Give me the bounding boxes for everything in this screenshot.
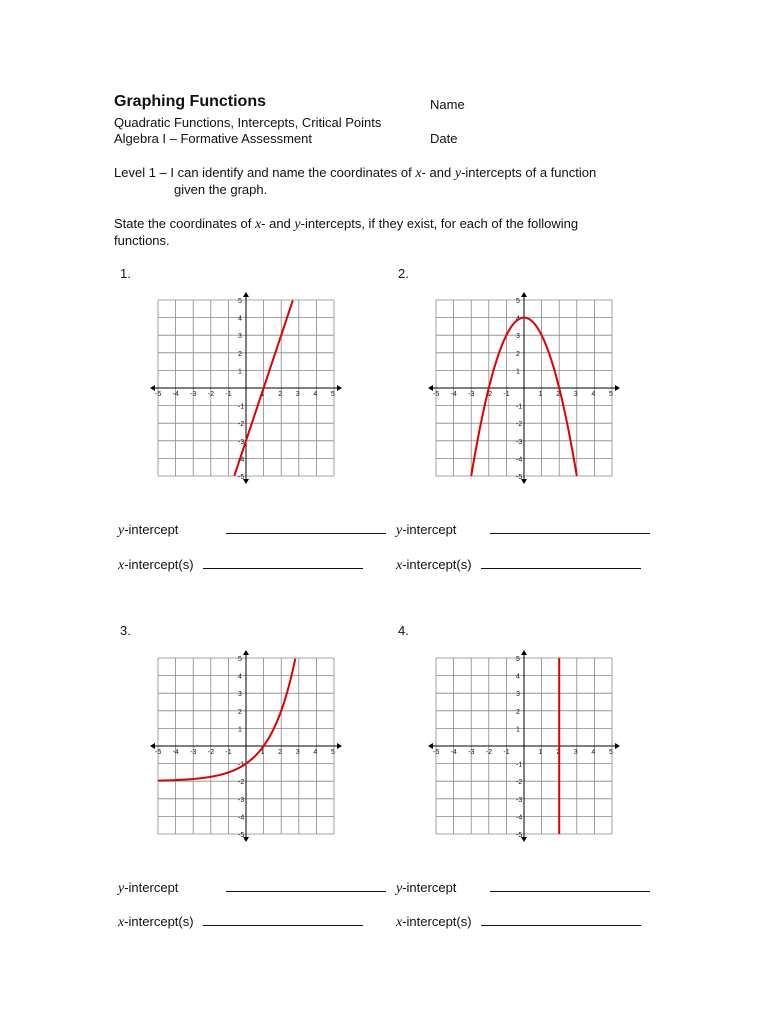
instructions-prefix: State the coordinates of bbox=[114, 216, 255, 231]
x-tick-label: -5 bbox=[155, 391, 162, 398]
y-intercept-label: -intercept bbox=[402, 522, 457, 537]
arrow-up-icon bbox=[521, 292, 527, 297]
y-var: y bbox=[118, 881, 125, 896]
function-curve bbox=[158, 659, 295, 781]
x-tick-label: -3 bbox=[468, 749, 475, 756]
problem-number-4: 4. bbox=[398, 623, 409, 638]
y-tick-label: 2 bbox=[238, 350, 242, 358]
y-tick-label: 2 bbox=[516, 708, 520, 716]
x-tick-label: 2 bbox=[556, 749, 561, 756]
problem-number-2: 2. bbox=[398, 266, 409, 281]
x-var: x bbox=[118, 558, 125, 573]
y-tick-label: -3 bbox=[238, 796, 245, 804]
y-tick-label: 5 bbox=[238, 298, 242, 305]
y-intercept-label: -intercept bbox=[124, 880, 179, 895]
x-tick-label: -5 bbox=[433, 391, 440, 398]
y-tick-label: -2 bbox=[516, 779, 523, 787]
instructions-line2: functions. bbox=[114, 233, 170, 248]
y-tick-label: -2 bbox=[238, 779, 245, 787]
level-statement bbox=[114, 165, 596, 182]
graph-2 bbox=[428, 292, 628, 492]
x-tick-label: 3 bbox=[295, 391, 300, 398]
y-tick-label: 5 bbox=[516, 656, 520, 663]
instructions bbox=[114, 216, 578, 233]
arrow-right-icon bbox=[337, 385, 342, 391]
x-tick-label: 1 bbox=[260, 391, 265, 398]
y-tick-label: 4 bbox=[516, 673, 520, 681]
y-intercept-answer-2 bbox=[396, 522, 650, 539]
x-tick-label: -2 bbox=[485, 391, 493, 398]
x-tick-label: 4 bbox=[313, 391, 318, 398]
y-tick-label: 4 bbox=[516, 315, 520, 323]
graph-4 bbox=[428, 650, 628, 850]
problem-number-1: 1. bbox=[120, 266, 131, 281]
x-tick-label: -4 bbox=[172, 749, 179, 756]
x-tick-label: 3 bbox=[573, 749, 578, 756]
x-tick-label: -2 bbox=[207, 391, 215, 398]
x-intercept-blank-1[interactable] bbox=[203, 557, 363, 569]
y-tick-label: -1 bbox=[238, 403, 245, 411]
arrow-right-icon bbox=[615, 743, 620, 749]
arrow-up-icon bbox=[243, 650, 249, 655]
y-intercept-answer-4 bbox=[396, 880, 650, 897]
level-x-var: x bbox=[415, 166, 422, 181]
instructions-mid: - and bbox=[261, 216, 295, 231]
x-intercept-label: -intercept(s) bbox=[124, 557, 194, 572]
level-statement-line2: given the graph. bbox=[174, 182, 268, 197]
level-y-var: y bbox=[454, 166, 462, 181]
y-intercept-blank-3[interactable] bbox=[226, 880, 386, 892]
x-tick-label: -1 bbox=[225, 749, 232, 756]
y-tick-label: -1 bbox=[516, 403, 523, 411]
x-tick-label: -4 bbox=[450, 391, 457, 398]
x-tick-label: 5 bbox=[331, 749, 335, 756]
instructions-y-var: y bbox=[294, 217, 301, 232]
x-tick-label: -1 bbox=[503, 391, 510, 398]
arrow-up-icon bbox=[521, 650, 527, 655]
y-tick-label: -1 bbox=[238, 761, 245, 769]
x-tick-label: 1 bbox=[538, 749, 543, 756]
x-intercept-label: -intercept(s) bbox=[124, 914, 194, 929]
y-tick-label: -4 bbox=[238, 456, 245, 464]
x-intercept-label: -intercept(s) bbox=[402, 557, 472, 572]
y-tick-label: 1 bbox=[238, 368, 242, 376]
instructions-suffix: -intercepts, if they exist, for each of the following bbox=[300, 216, 579, 231]
y-tick-label: 2 bbox=[238, 708, 242, 716]
y-tick-label: 3 bbox=[238, 691, 242, 699]
x-intercept-answer-1 bbox=[118, 557, 363, 574]
y-tick-label: 1 bbox=[238, 726, 242, 734]
name-label: Name bbox=[430, 97, 465, 112]
y-tick-label: -2 bbox=[516, 421, 523, 429]
y-intercept-answer-1 bbox=[118, 522, 386, 539]
x-tick-label: -4 bbox=[450, 749, 457, 756]
y-tick-label: -4 bbox=[516, 456, 523, 464]
y-intercept-label: -intercept bbox=[124, 522, 179, 537]
x-tick-label: 3 bbox=[573, 391, 578, 398]
x-tick-label: 2 bbox=[278, 749, 283, 756]
y-tick-label: 2 bbox=[516, 350, 520, 358]
x-tick-label: 1 bbox=[260, 749, 265, 756]
x-intercept-blank-2[interactable] bbox=[481, 557, 641, 569]
x-intercept-label: -intercept(s) bbox=[402, 914, 472, 929]
page-title: Graphing Functions bbox=[114, 93, 266, 110]
y-tick-label: 1 bbox=[516, 726, 520, 734]
y-tick-label: 3 bbox=[516, 333, 520, 341]
x-tick-label: -2 bbox=[485, 749, 493, 756]
x-tick-label: -1 bbox=[503, 749, 510, 756]
y-tick-label: 5 bbox=[516, 298, 520, 305]
level-suffix: -intercepts of a function bbox=[461, 165, 597, 180]
date-label: Date bbox=[430, 131, 458, 146]
y-intercept-answer-3 bbox=[118, 880, 386, 897]
y-tick-label: -3 bbox=[238, 438, 245, 446]
y-intercept-blank-1[interactable] bbox=[226, 522, 386, 534]
y-intercept-blank-4[interactable] bbox=[490, 880, 650, 892]
x-intercept-answer-4 bbox=[396, 914, 641, 931]
problem-number-3: 3. bbox=[120, 623, 131, 638]
x-tick-label: -5 bbox=[433, 749, 440, 756]
y-tick-label: -5 bbox=[516, 474, 523, 481]
x-tick-label: -1 bbox=[225, 391, 232, 398]
subtitle-course: Algebra I – Formative Assessment bbox=[114, 131, 312, 146]
x-var: x bbox=[396, 558, 403, 573]
arrow-up-icon bbox=[243, 292, 249, 297]
y-var: y bbox=[396, 523, 403, 538]
x-tick-label: 4 bbox=[313, 749, 318, 756]
x-tick-label: 2 bbox=[556, 391, 561, 398]
y-tick-label: 3 bbox=[516, 691, 520, 699]
graph-1 bbox=[150, 292, 350, 492]
y-intercept-blank-2[interactable] bbox=[490, 522, 650, 534]
x-tick-label: 3 bbox=[295, 749, 300, 756]
x-tick-label: -3 bbox=[190, 749, 197, 756]
y-tick-label: 4 bbox=[238, 673, 242, 681]
x-tick-label: 5 bbox=[609, 391, 613, 398]
y-tick-label: -4 bbox=[238, 814, 245, 822]
y-tick-label: -3 bbox=[516, 438, 523, 446]
y-tick-label: -2 bbox=[238, 421, 245, 429]
x-tick-label: -3 bbox=[468, 391, 475, 398]
x-tick-label: -3 bbox=[190, 391, 197, 398]
y-intercept-label: -intercept bbox=[402, 880, 457, 895]
x-intercept-blank-4[interactable] bbox=[481, 914, 641, 926]
y-tick-label: -5 bbox=[238, 832, 245, 839]
x-tick-label: 4 bbox=[591, 749, 596, 756]
y-tick-label: -1 bbox=[516, 761, 523, 769]
y-tick-label: -4 bbox=[516, 814, 523, 822]
x-var: x bbox=[396, 915, 403, 930]
x-var: x bbox=[118, 915, 125, 930]
y-tick-label: 3 bbox=[238, 333, 242, 341]
instructions-x-var: x bbox=[254, 217, 262, 232]
x-tick-label: 2 bbox=[278, 391, 283, 398]
arrow-right-icon bbox=[337, 743, 342, 749]
x-tick-label: -5 bbox=[155, 749, 162, 756]
subtitle-topic: Quadratic Functions, Intercepts, Critical Points bbox=[114, 115, 382, 130]
x-tick-label: 4 bbox=[591, 391, 596, 398]
x-intercept-answer-3 bbox=[118, 914, 363, 931]
x-tick-label: 5 bbox=[331, 391, 335, 398]
level-mid: - and bbox=[421, 165, 455, 180]
y-tick-label: 5 bbox=[238, 656, 242, 663]
x-tick-label: 5 bbox=[609, 749, 613, 756]
x-tick-label: -4 bbox=[172, 391, 179, 398]
x-tick-label: 1 bbox=[538, 391, 543, 398]
y-var: y bbox=[396, 881, 403, 896]
y-tick-label: 1 bbox=[516, 368, 520, 376]
y-var: y bbox=[118, 523, 125, 538]
arrow-right-icon bbox=[615, 385, 620, 391]
y-tick-label: -3 bbox=[516, 796, 523, 804]
y-tick-label: -5 bbox=[516, 832, 523, 839]
x-intercept-answer-2 bbox=[396, 557, 641, 574]
y-tick-label: -5 bbox=[238, 474, 245, 481]
x-intercept-blank-3[interactable] bbox=[203, 914, 363, 926]
x-tick-label: -2 bbox=[207, 749, 215, 756]
graph-3 bbox=[150, 650, 350, 850]
y-tick-label: 4 bbox=[238, 315, 242, 323]
level-prefix: Level 1 – I can identify and name the coordinates of bbox=[114, 165, 416, 180]
